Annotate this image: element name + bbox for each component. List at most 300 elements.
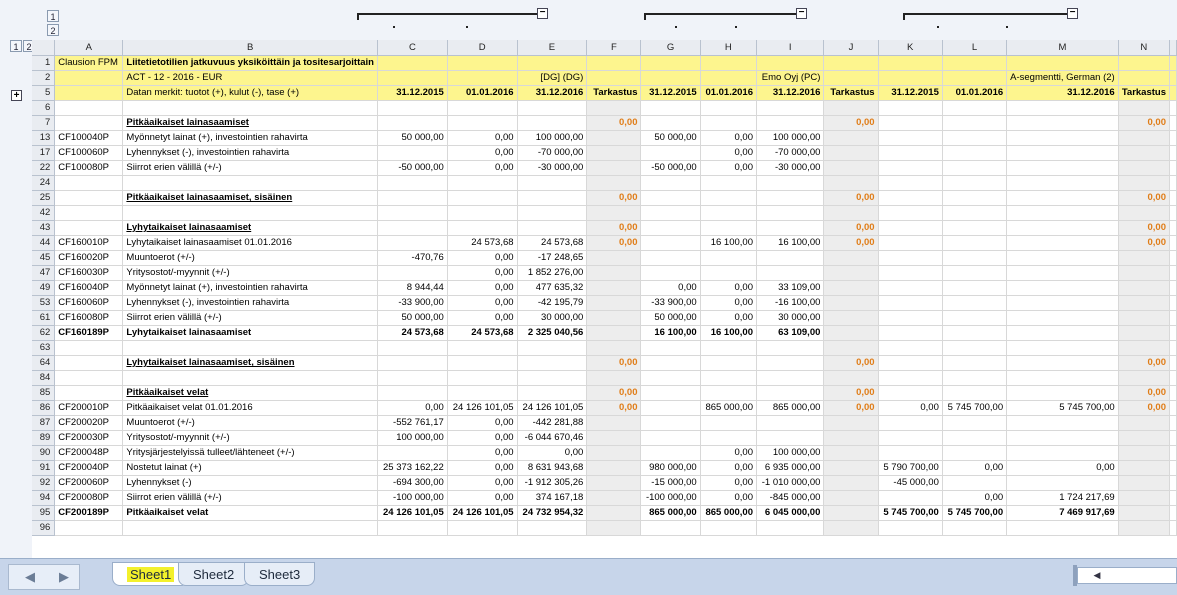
cell-k86[interactable]: 0,00 (878, 400, 942, 415)
cell-m44[interactable] (1007, 235, 1119, 250)
cell-c64[interactable] (378, 355, 448, 370)
cell-l17[interactable] (942, 145, 1006, 160)
tab-sheet2[interactable] (178, 562, 249, 586)
cell-m53[interactable] (1007, 295, 1119, 310)
column-header-e[interactable]: E (517, 40, 587, 55)
cell-l44[interactable] (942, 235, 1006, 250)
cell-c44[interactable] (378, 235, 448, 250)
cell-g96[interactable] (641, 520, 700, 535)
cell-e25[interactable] (517, 190, 587, 205)
cell-m25[interactable] (1007, 190, 1119, 205)
cell-j94[interactable] (824, 490, 878, 505)
cell-m95[interactable]: 7 469 917,69 (1007, 505, 1119, 520)
cell-overflow[interactable] (1170, 295, 1177, 310)
row-header[interactable]: 13 (32, 130, 55, 145)
column-header-k[interactable]: K (878, 40, 942, 55)
cell-overflow[interactable] (1170, 475, 1177, 490)
cell-i87[interactable] (756, 415, 823, 430)
cell-d17[interactable]: 0,00 (447, 145, 517, 160)
cell-b13[interactable]: Myönnetyt lainat (+), investointien rahavirta (123, 130, 378, 145)
cell-e44[interactable]: 24 573,68 (517, 235, 587, 250)
cell-d90[interactable]: 0,00 (447, 445, 517, 460)
cell-l87[interactable] (942, 415, 1006, 430)
cell-n42[interactable] (1118, 205, 1169, 220)
cell-e91[interactable]: 8 631 943,68 (517, 460, 587, 475)
cell-d49[interactable]: 0,00 (447, 280, 517, 295)
cell-d87[interactable]: 0,00 (447, 415, 517, 430)
collapse-group-dg-button[interactable]: − (537, 8, 548, 19)
cell-h2[interactable] (700, 70, 756, 85)
cell-j44[interactable]: 0,00 (824, 235, 878, 250)
cell-c25[interactable] (378, 190, 448, 205)
cell-n7[interactable]: 0,00 (1118, 115, 1169, 130)
outline-level-2-button[interactable]: 2 (47, 24, 59, 36)
cell-overflow[interactable] (1170, 115, 1177, 130)
cell-overflow[interactable] (1170, 400, 1177, 415)
cell-g86[interactable] (641, 400, 700, 415)
cell-n43[interactable]: 0,00 (1118, 220, 1169, 235)
row-header[interactable]: 94 (32, 490, 55, 505)
cell-m87[interactable] (1007, 415, 1119, 430)
cell-n45[interactable] (1118, 250, 1169, 265)
cell-l89[interactable] (942, 430, 1006, 445)
cell-a86[interactable]: CF200010P (55, 400, 123, 415)
row-header[interactable]: 61 (32, 310, 55, 325)
cell-e22[interactable]: -30 000,00 (517, 160, 587, 175)
cell-n24[interactable] (1118, 175, 1169, 190)
cell-i22[interactable]: -30 000,00 (756, 160, 823, 175)
cell-n44[interactable]: 0,00 (1118, 235, 1169, 250)
cell-overflow[interactable] (1170, 490, 1177, 505)
cell-b64[interactable]: Lyhytaikaiset lainasaamiset, sisäinen (123, 355, 378, 370)
cell-c7[interactable] (378, 115, 448, 130)
cell-g90[interactable] (641, 445, 700, 460)
cell-e87[interactable]: -442 281,88 (517, 415, 587, 430)
cell-i63[interactable] (756, 340, 823, 355)
column-header-i[interactable]: I (756, 40, 823, 55)
cell-g91[interactable]: 980 000,00 (641, 460, 700, 475)
cell-f43[interactable]: 0,00 (587, 220, 641, 235)
cell-e49[interactable]: 477 635,32 (517, 280, 587, 295)
cell-g92[interactable]: -15 000,00 (641, 475, 700, 490)
cell-h13[interactable]: 0,00 (700, 130, 756, 145)
cell-c2[interactable] (378, 70, 448, 85)
row-header[interactable]: 92 (32, 475, 55, 490)
cell-d7[interactable] (447, 115, 517, 130)
tab-sheet3[interactable] (244, 562, 315, 586)
row-header[interactable]: 90 (32, 445, 55, 460)
cell-j5[interactable]: Tarkastus (824, 85, 878, 100)
cell-m43[interactable] (1007, 220, 1119, 235)
cell-k85[interactable] (878, 385, 942, 400)
cell-l45[interactable] (942, 250, 1006, 265)
cell-l49[interactable] (942, 280, 1006, 295)
cell-h86[interactable]: 865 000,00 (700, 400, 756, 415)
cell-a6[interactable] (55, 100, 123, 115)
cell-m84[interactable] (1007, 370, 1119, 385)
cell-g44[interactable] (641, 235, 700, 250)
cell-m42[interactable] (1007, 205, 1119, 220)
cell-e89[interactable]: -6 044 670,46 (517, 430, 587, 445)
cell-overflow[interactable] (1170, 190, 1177, 205)
cell-i5[interactable]: 31.12.2016 (756, 85, 823, 100)
cell-d91[interactable]: 0,00 (447, 460, 517, 475)
cell-g87[interactable] (641, 415, 700, 430)
column-header-b[interactable]: B (123, 40, 378, 55)
cell-i95[interactable]: 6 045 000,00 (756, 505, 823, 520)
cell-h45[interactable] (700, 250, 756, 265)
cell-f92[interactable] (587, 475, 641, 490)
cell-i53[interactable]: -16 100,00 (756, 295, 823, 310)
cell-c86[interactable]: 0,00 (378, 400, 448, 415)
cell-l61[interactable] (942, 310, 1006, 325)
cell-i13[interactable]: 100 000,00 (756, 130, 823, 145)
cell-j87[interactable] (824, 415, 878, 430)
cell-h7[interactable] (700, 115, 756, 130)
cell-m2[interactable]: A-segmentti, German (2) (1007, 70, 1119, 85)
cell-overflow[interactable] (1170, 85, 1177, 100)
cell-d85[interactable] (447, 385, 517, 400)
cell-k96[interactable] (878, 520, 942, 535)
row-header[interactable]: 87 (32, 415, 55, 430)
cell-overflow[interactable] (1170, 205, 1177, 220)
cell-l43[interactable] (942, 220, 1006, 235)
cell-b44[interactable]: Lyhytaikaiset lainasaamiset 01.01.2016 (123, 235, 378, 250)
cell-i6[interactable] (756, 100, 823, 115)
cell-m13[interactable] (1007, 130, 1119, 145)
cell-e17[interactable]: -70 000,00 (517, 145, 587, 160)
cell-m63[interactable] (1007, 340, 1119, 355)
cell-l96[interactable] (942, 520, 1006, 535)
cell-overflow[interactable] (1170, 280, 1177, 295)
cell-a1[interactable]: Clausion FPM (55, 55, 123, 70)
cell-b94[interactable]: Siirrot erien välillä (+/-) (123, 490, 378, 505)
spreadsheet-grid[interactable] (32, 40, 1177, 558)
cell-overflow[interactable] (1170, 55, 1177, 70)
cell-g64[interactable] (641, 355, 700, 370)
cell-c62[interactable]: 24 573,68 (378, 325, 448, 340)
cell-k84[interactable] (878, 370, 942, 385)
cell-b92[interactable]: Lyhennykset (-) (123, 475, 378, 490)
cell-j90[interactable] (824, 445, 878, 460)
column-header-l[interactable]: L (942, 40, 1006, 55)
cell-l25[interactable] (942, 190, 1006, 205)
cell-h1[interactable] (700, 55, 756, 70)
cell-f13[interactable] (587, 130, 641, 145)
cell-k95[interactable]: 5 745 700,00 (878, 505, 942, 520)
cell-f86[interactable]: 0,00 (587, 400, 641, 415)
cell-n63[interactable] (1118, 340, 1169, 355)
cell-h47[interactable] (700, 265, 756, 280)
cell-i24[interactable] (756, 175, 823, 190)
cell-g2[interactable] (641, 70, 700, 85)
cell-n95[interactable] (1118, 505, 1169, 520)
cell-e95[interactable]: 24 732 954,32 (517, 505, 587, 520)
collapse-group-segment-button[interactable]: − (1067, 8, 1078, 19)
cell-a25[interactable] (55, 190, 123, 205)
cell-l42[interactable] (942, 205, 1006, 220)
row-header[interactable]: 53 (32, 295, 55, 310)
cell-d44[interactable]: 24 573,68 (447, 235, 517, 250)
cell-c45[interactable]: -470,76 (378, 250, 448, 265)
cell-k13[interactable] (878, 130, 942, 145)
collapse-group-pc-button[interactable]: − (796, 8, 807, 19)
column-header-g[interactable]: G (641, 40, 700, 55)
scroll-left-icon[interactable]: ◀ (1093, 570, 1101, 580)
cell-d61[interactable]: 0,00 (447, 310, 517, 325)
cell-k90[interactable] (878, 445, 942, 460)
cell-e5[interactable]: 31.12.2016 (517, 85, 587, 100)
cell-a53[interactable]: CF160060P (55, 295, 123, 310)
cell-m47[interactable] (1007, 265, 1119, 280)
expand-rows-button[interactable]: + (11, 90, 22, 101)
cell-e7[interactable] (517, 115, 587, 130)
cell-k2[interactable] (878, 70, 942, 85)
row-outline-level-1-button[interactable]: 1 (10, 40, 22, 52)
cell-c94[interactable]: -100 000,00 (378, 490, 448, 505)
cell-e86[interactable]: 24 126 101,05 (517, 400, 587, 415)
cell-f25[interactable]: 0,00 (587, 190, 641, 205)
cell-a95[interactable]: CF200189P (55, 505, 123, 520)
cell-overflow[interactable] (1170, 325, 1177, 340)
cell-g24[interactable] (641, 175, 700, 190)
cell-c47[interactable] (378, 265, 448, 280)
cell-f53[interactable] (587, 295, 641, 310)
cell-j86[interactable]: 0,00 (824, 400, 878, 415)
cell-h53[interactable]: 0,00 (700, 295, 756, 310)
column-header-d[interactable]: D (447, 40, 517, 55)
cell-n6[interactable] (1118, 100, 1169, 115)
cell-j49[interactable] (824, 280, 878, 295)
cell-n96[interactable] (1118, 520, 1169, 535)
cell-l2[interactable] (942, 70, 1006, 85)
cell-m45[interactable] (1007, 250, 1119, 265)
cell-k7[interactable] (878, 115, 942, 130)
row-header[interactable]: 84 (32, 370, 55, 385)
cell-a92[interactable]: CF200060P (55, 475, 123, 490)
row-header[interactable]: 43 (32, 220, 55, 235)
cell-k22[interactable] (878, 160, 942, 175)
cell-d24[interactable] (447, 175, 517, 190)
cell-d96[interactable] (447, 520, 517, 535)
cell-c49[interactable]: 8 944,44 (378, 280, 448, 295)
cell-g49[interactable]: 0,00 (641, 280, 700, 295)
cell-i42[interactable] (756, 205, 823, 220)
cell-e64[interactable] (517, 355, 587, 370)
cell-l63[interactable] (942, 340, 1006, 355)
cell-n62[interactable] (1118, 325, 1169, 340)
cell-k92[interactable]: -45 000,00 (878, 475, 942, 490)
cell-c92[interactable]: -694 300,00 (378, 475, 448, 490)
cell-f91[interactable] (587, 460, 641, 475)
cell-n47[interactable] (1118, 265, 1169, 280)
cell-e90[interactable]: 0,00 (517, 445, 587, 460)
cell-d45[interactable]: 0,00 (447, 250, 517, 265)
cell-f63[interactable] (587, 340, 641, 355)
column-header-j[interactable]: J (824, 40, 878, 55)
cell-b87[interactable]: Muuntoerot (+/-) (123, 415, 378, 430)
cell-g43[interactable] (641, 220, 700, 235)
cell-b86[interactable]: Pitkäaikaiset velat 01.01.2016 (123, 400, 378, 415)
row-header[interactable]: 7 (32, 115, 55, 130)
cell-f85[interactable]: 0,00 (587, 385, 641, 400)
cell-l84[interactable] (942, 370, 1006, 385)
cell-overflow[interactable] (1170, 310, 1177, 325)
cell-g42[interactable] (641, 205, 700, 220)
cell-k1[interactable] (878, 55, 942, 70)
cell-n64[interactable]: 0,00 (1118, 355, 1169, 370)
cell-overflow[interactable] (1170, 520, 1177, 535)
cell-k6[interactable] (878, 100, 942, 115)
previous-sheet-icon[interactable]: ◀ (25, 569, 35, 584)
cell-i7[interactable] (756, 115, 823, 130)
cell-e61[interactable]: 30 000,00 (517, 310, 587, 325)
cell-overflow[interactable] (1170, 220, 1177, 235)
row-header[interactable]: 2 (32, 70, 55, 85)
cell-j84[interactable] (824, 370, 878, 385)
cell-b22[interactable]: Siirrot erien välillä (+/-) (123, 160, 378, 175)
cell-m7[interactable] (1007, 115, 1119, 130)
cell-a94[interactable]: CF200080P (55, 490, 123, 505)
cell-d47[interactable]: 0,00 (447, 265, 517, 280)
cell-d42[interactable] (447, 205, 517, 220)
cell-h5[interactable]: 01.01.2016 (700, 85, 756, 100)
cell-m6[interactable] (1007, 100, 1119, 115)
cell-e53[interactable]: -42 195,79 (517, 295, 587, 310)
row-header[interactable]: 17 (32, 145, 55, 160)
cell-f49[interactable] (587, 280, 641, 295)
cell-i17[interactable]: -70 000,00 (756, 145, 823, 160)
cell-c89[interactable]: 100 000,00 (378, 430, 448, 445)
cell-i85[interactable] (756, 385, 823, 400)
cell-j17[interactable] (824, 145, 878, 160)
cell-j1[interactable] (824, 55, 878, 70)
cell-d53[interactable]: 0,00 (447, 295, 517, 310)
cell-overflow[interactable] (1170, 130, 1177, 145)
cell-h17[interactable]: 0,00 (700, 145, 756, 160)
next-sheet-icon[interactable]: ▶ (59, 569, 69, 584)
row-header[interactable]: 85 (32, 385, 55, 400)
cell-b89[interactable]: Yritysostot/-myynnit (+/-) (123, 430, 378, 445)
cell-f5[interactable]: Tarkastus (587, 85, 641, 100)
cell-b24[interactable] (123, 175, 378, 190)
cell-a2[interactable] (55, 70, 123, 85)
column-header-a[interactable]: A (55, 40, 123, 55)
cell-a44[interactable]: CF160010P (55, 235, 123, 250)
cell-h90[interactable]: 0,00 (700, 445, 756, 460)
cell-e1[interactable] (517, 55, 587, 70)
cell-d1[interactable] (447, 55, 517, 70)
cell-c63[interactable] (378, 340, 448, 355)
cell-l95[interactable]: 5 745 700,00 (942, 505, 1006, 520)
cell-e45[interactable]: -17 248,65 (517, 250, 587, 265)
cell-d63[interactable] (447, 340, 517, 355)
cell-g89[interactable] (641, 430, 700, 445)
row-header[interactable]: 64 (32, 355, 55, 370)
cell-e24[interactable] (517, 175, 587, 190)
cell-f24[interactable] (587, 175, 641, 190)
cell-l5[interactable]: 01.01.2016 (942, 85, 1006, 100)
cell-h85[interactable] (700, 385, 756, 400)
column-header-m[interactable]: M (1007, 40, 1119, 55)
cell-c95[interactable]: 24 126 101,05 (378, 505, 448, 520)
cell-k53[interactable] (878, 295, 942, 310)
cell-f45[interactable] (587, 250, 641, 265)
cell-e13[interactable]: 100 000,00 (517, 130, 587, 145)
cell-a42[interactable] (55, 205, 123, 220)
row-header[interactable]: 44 (32, 235, 55, 250)
row-header[interactable]: 95 (32, 505, 55, 520)
cell-h61[interactable]: 0,00 (700, 310, 756, 325)
cell-g1[interactable] (641, 55, 700, 70)
cell-j89[interactable] (824, 430, 878, 445)
cell-n2[interactable] (1118, 70, 1169, 85)
cell-h84[interactable] (700, 370, 756, 385)
cell-c61[interactable]: 50 000,00 (378, 310, 448, 325)
cell-n25[interactable]: 0,00 (1118, 190, 1169, 205)
cell-overflow[interactable] (1170, 445, 1177, 460)
cell-d86[interactable]: 24 126 101,05 (447, 400, 517, 415)
cell-d25[interactable] (447, 190, 517, 205)
cell-n94[interactable] (1118, 490, 1169, 505)
cell-m96[interactable] (1007, 520, 1119, 535)
cell-n13[interactable] (1118, 130, 1169, 145)
cell-d2[interactable] (447, 70, 517, 85)
cell-overflow[interactable] (1170, 415, 1177, 430)
cell-h96[interactable] (700, 520, 756, 535)
cell-e84[interactable] (517, 370, 587, 385)
cell-j53[interactable] (824, 295, 878, 310)
cell-n17[interactable] (1118, 145, 1169, 160)
cell-a64[interactable] (55, 355, 123, 370)
cell-j96[interactable] (824, 520, 878, 535)
cell-c91[interactable]: 25 373 162,22 (378, 460, 448, 475)
cell-l1[interactable] (942, 55, 1006, 70)
cell-m85[interactable] (1007, 385, 1119, 400)
cell-i44[interactable]: 16 100,00 (756, 235, 823, 250)
cell-e6[interactable] (517, 100, 587, 115)
row-header[interactable]: 89 (32, 430, 55, 445)
cell-b63[interactable] (123, 340, 378, 355)
cell-overflow[interactable] (1170, 355, 1177, 370)
cell-l22[interactable] (942, 160, 1006, 175)
cell-f7[interactable]: 0,00 (587, 115, 641, 130)
cell-n91[interactable] (1118, 460, 1169, 475)
cell-g85[interactable] (641, 385, 700, 400)
cell-f64[interactable]: 0,00 (587, 355, 641, 370)
outline-level-1-button[interactable]: 1 (47, 10, 59, 22)
cell-d64[interactable] (447, 355, 517, 370)
cell-c22[interactable]: -50 000,00 (378, 160, 448, 175)
cell-j22[interactable] (824, 160, 878, 175)
cell-b91[interactable]: Nostetut lainat (+) (123, 460, 378, 475)
cell-d84[interactable] (447, 370, 517, 385)
cell-m64[interactable] (1007, 355, 1119, 370)
cell-l90[interactable] (942, 445, 1006, 460)
cell-a87[interactable]: CF200020P (55, 415, 123, 430)
cell-k25[interactable] (878, 190, 942, 205)
cell-i86[interactable]: 865 000,00 (756, 400, 823, 415)
cell-overflow[interactable] (1170, 160, 1177, 175)
cell-i64[interactable] (756, 355, 823, 370)
cell-h44[interactable]: 16 100,00 (700, 235, 756, 250)
cell-n49[interactable] (1118, 280, 1169, 295)
row-header[interactable]: 25 (32, 190, 55, 205)
cell-h89[interactable] (700, 430, 756, 445)
cell-c43[interactable] (378, 220, 448, 235)
cell-b85[interactable]: Pitkäaikaiset velat (123, 385, 378, 400)
cell-b42[interactable] (123, 205, 378, 220)
